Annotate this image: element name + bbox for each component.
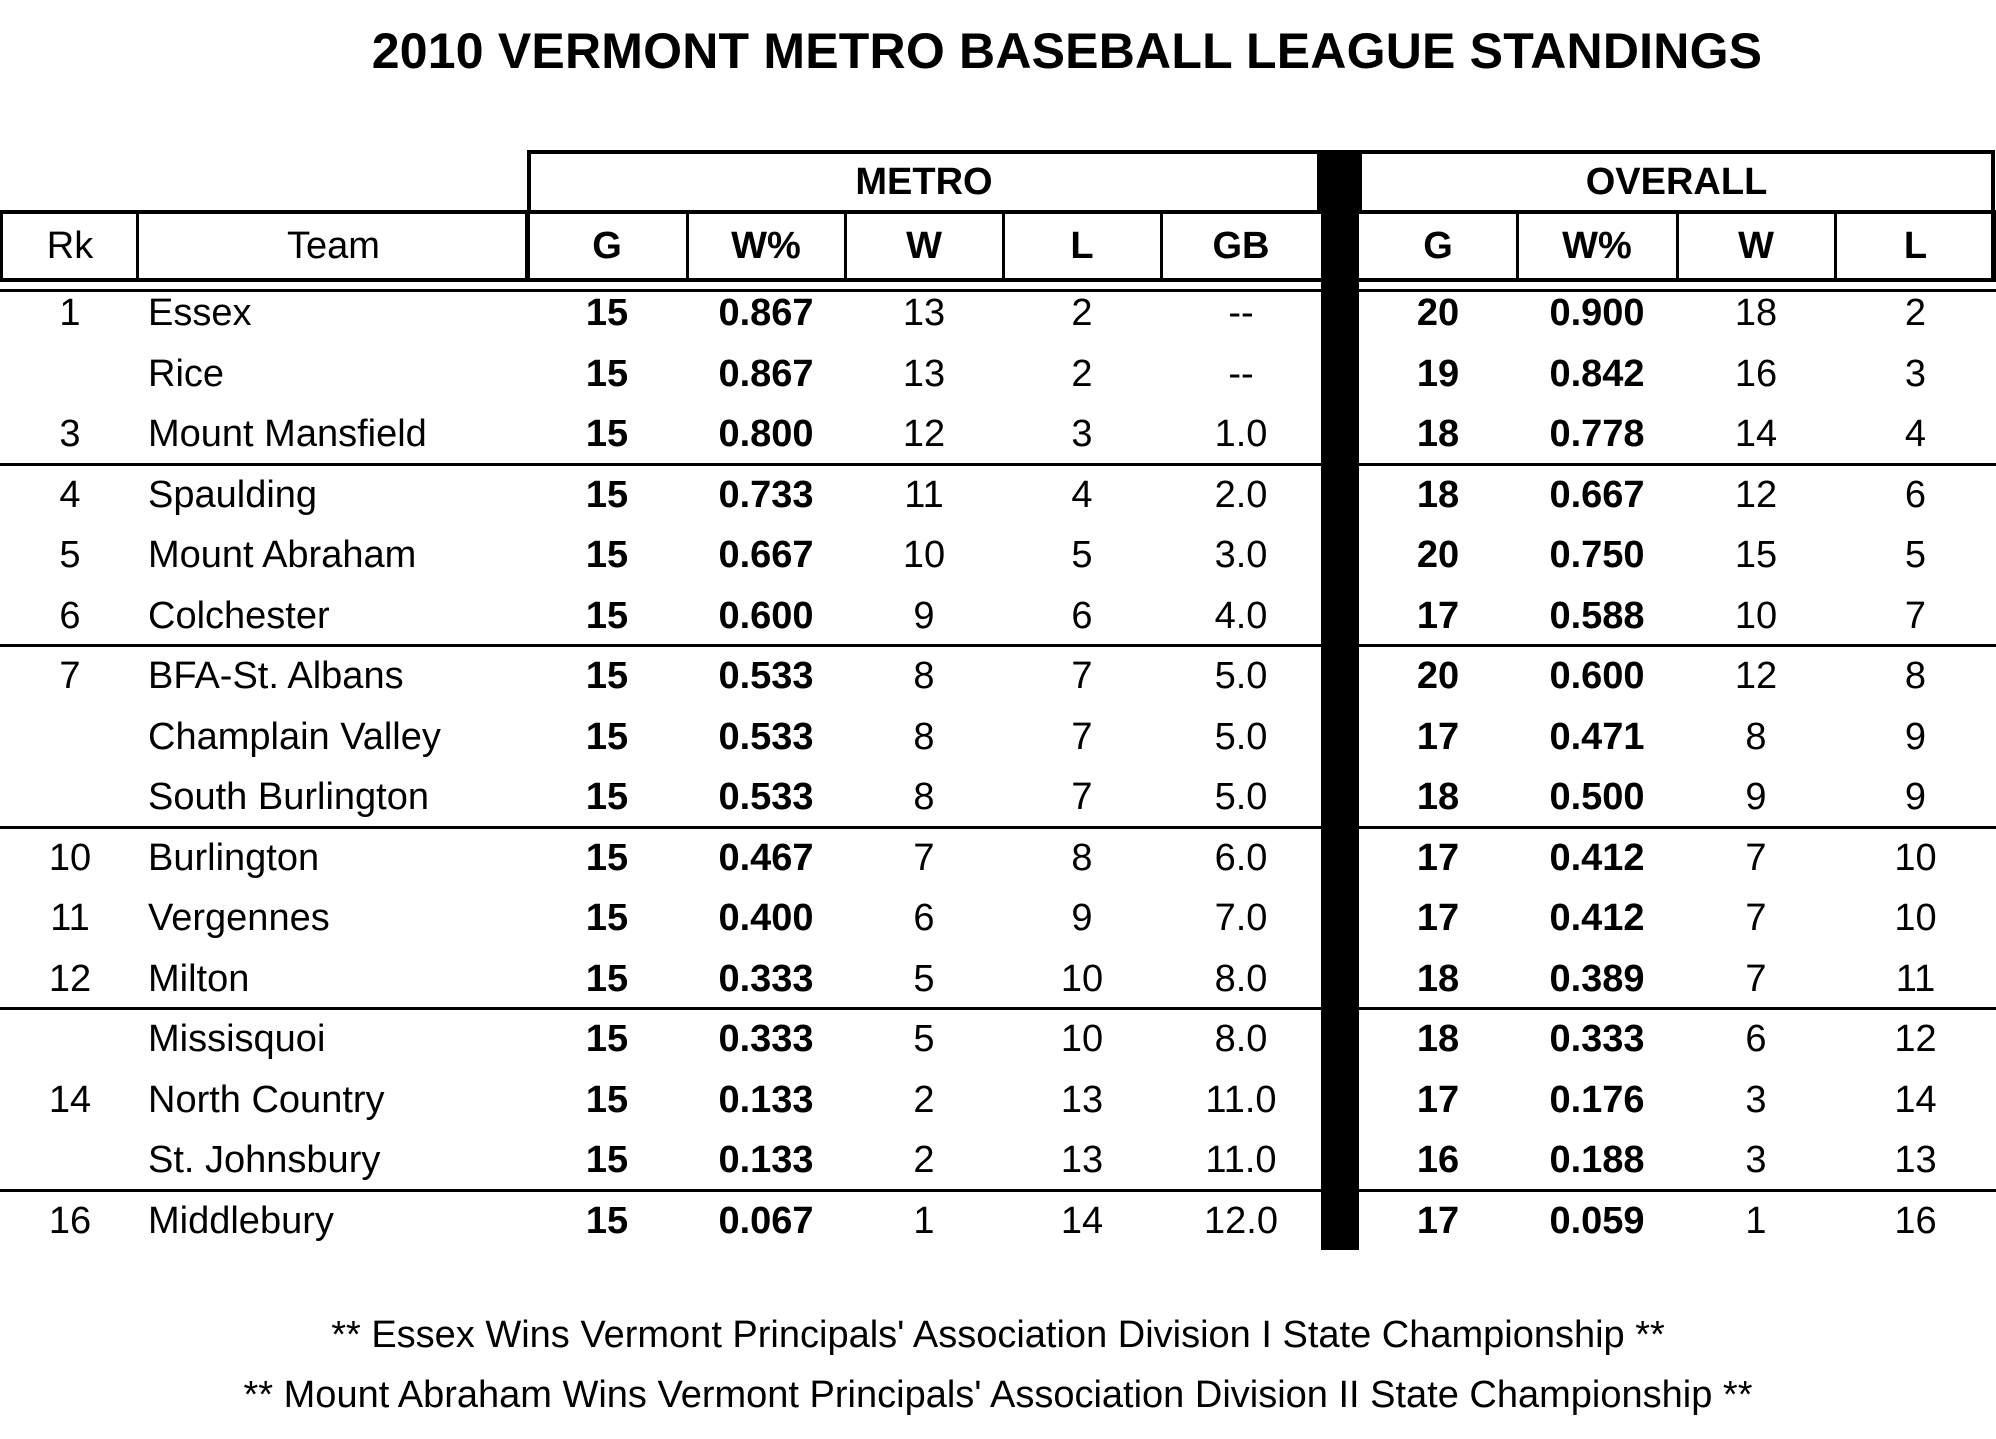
overall-wins-cell: 12 bbox=[1734, 655, 1778, 697]
rank-cell: 16 bbox=[48, 1199, 92, 1242]
metro-losses-cell: 10 bbox=[1060, 1018, 1104, 1060]
team-cell: Rice bbox=[148, 352, 225, 395]
metro-games-cell: 15 bbox=[585, 715, 629, 758]
overall-win-pct-cell: 0.389 bbox=[1549, 957, 1645, 1000]
metro-win-pct-cell: 0.133 bbox=[718, 1139, 814, 1181]
column-header-overall-l: L bbox=[1903, 224, 1928, 267]
team-cell: Mount Abraham bbox=[148, 534, 417, 576]
overall-win-pct-cell: 0.900 bbox=[1549, 292, 1645, 334]
metro-win-pct-cell: 0.533 bbox=[718, 655, 814, 697]
games-behind-cell: 8.0 bbox=[1214, 1018, 1268, 1060]
column-header-metro-wpct: W% bbox=[731, 224, 801, 267]
column-header-metro-g: G bbox=[592, 224, 622, 267]
overall-win-pct-cell: 0.059 bbox=[1549, 1199, 1645, 1242]
metro-losses-cell: 13 bbox=[1060, 1078, 1104, 1121]
overall-win-pct-cell: 0.500 bbox=[1549, 776, 1645, 818]
games-behind-cell: 2.0 bbox=[1214, 473, 1268, 516]
metro-losses-cell: 3 bbox=[1071, 413, 1093, 455]
metro-win-pct-cell: 0.400 bbox=[718, 897, 814, 939]
overall-games-cell: 18 bbox=[1416, 957, 1460, 1000]
overall-losses-cell: 2 bbox=[1904, 292, 1927, 334]
rank-cell: 10 bbox=[48, 836, 92, 879]
column-header-metro-l: L bbox=[1070, 224, 1094, 267]
rank-cell bbox=[0, 344, 140, 404]
header-divider bbox=[525, 210, 530, 282]
metro-games-cell: 15 bbox=[585, 1199, 629, 1242]
team-cell: Missisquoi bbox=[148, 1018, 326, 1060]
team-cell: Spaulding bbox=[148, 473, 318, 516]
table-row bbox=[0, 465, 1996, 525]
games-behind-cell: 5.0 bbox=[1214, 655, 1268, 697]
overall-games-cell: 20 bbox=[1416, 655, 1460, 697]
overall-win-pct-cell: 0.588 bbox=[1549, 594, 1645, 637]
overall-losses-cell: 11 bbox=[1895, 957, 1936, 1000]
rank-cell: 3 bbox=[59, 413, 81, 455]
overall-win-pct-cell: 0.412 bbox=[1549, 897, 1645, 939]
overall-games-cell: 18 bbox=[1416, 473, 1460, 516]
metro-wins-cell: 2 bbox=[913, 1078, 935, 1121]
team-cell: Essex bbox=[148, 292, 252, 334]
table-row bbox=[0, 404, 1996, 464]
metro-win-pct-cell: 0.733 bbox=[718, 473, 814, 516]
metro-games-cell: 15 bbox=[585, 413, 629, 455]
overall-games-cell: 20 bbox=[1416, 292, 1460, 334]
table-row bbox=[0, 344, 1996, 404]
table-row bbox=[0, 949, 1996, 1009]
column-header-overall-wpct: W% bbox=[1562, 224, 1632, 267]
header-divider bbox=[1002, 210, 1005, 282]
metro-games-cell: 15 bbox=[585, 1078, 629, 1121]
overall-games-cell: 17 bbox=[1416, 1078, 1460, 1121]
overall-losses-cell: 9 bbox=[1904, 776, 1927, 818]
metro-wins-cell: 1 bbox=[913, 1199, 935, 1242]
team-cell: Burlington bbox=[148, 836, 320, 879]
metro-losses-cell: 7 bbox=[1071, 655, 1093, 697]
metro-win-pct-cell: 0.333 bbox=[718, 1018, 814, 1060]
games-behind-cell: 1.0 bbox=[1214, 413, 1268, 455]
metro-losses-cell: 8 bbox=[1071, 836, 1093, 879]
column-header-overall-w: W bbox=[1738, 224, 1774, 267]
overall-wins-cell: 3 bbox=[1745, 1078, 1767, 1121]
header-divider bbox=[136, 210, 139, 282]
team-cell: Champlain Valley bbox=[148, 715, 441, 758]
overall-games-cell: 18 bbox=[1416, 1018, 1460, 1060]
metro-win-pct-cell: 0.667 bbox=[718, 534, 814, 576]
column-header-metro-w: W bbox=[906, 224, 942, 267]
rank-cell: 4 bbox=[59, 473, 81, 516]
table-row bbox=[0, 283, 1996, 343]
overall-wins-cell: 15 bbox=[1734, 534, 1778, 576]
overall-games-cell: 16 bbox=[1416, 1139, 1460, 1181]
metro-games-cell: 15 bbox=[585, 1139, 629, 1181]
metro-win-pct-cell: 0.867 bbox=[718, 292, 814, 334]
rank-cell: 6 bbox=[59, 594, 81, 637]
team-cell: Colchester bbox=[148, 594, 330, 637]
metro-group-header: METRO bbox=[527, 150, 1321, 210]
overall-wins-cell: 9 bbox=[1745, 776, 1767, 818]
metro-losses-cell: 6 bbox=[1071, 594, 1093, 637]
header-divider bbox=[1834, 210, 1837, 282]
overall-losses-cell: 8 bbox=[1904, 655, 1927, 697]
overall-losses-cell: 5 bbox=[1904, 534, 1927, 576]
overall-losses-cell: 12 bbox=[1894, 1018, 1937, 1060]
games-behind-cell: 4.0 bbox=[1214, 594, 1268, 637]
metro-wins-cell: 8 bbox=[913, 655, 935, 697]
team-cell: South Burlington bbox=[148, 776, 429, 818]
header-divider bbox=[844, 210, 847, 282]
overall-wins-cell: 7 bbox=[1745, 957, 1767, 1000]
table-row bbox=[0, 828, 1996, 888]
metro-wins-cell: 5 bbox=[913, 957, 935, 1000]
column-header-metro-gb: GB bbox=[1212, 224, 1270, 267]
table-row bbox=[0, 767, 1996, 827]
overall-games-cell: 18 bbox=[1416, 413, 1460, 455]
table-row bbox=[0, 1130, 1996, 1190]
metro-wins-cell: 9 bbox=[913, 594, 935, 637]
overall-wins-cell: 7 bbox=[1745, 836, 1767, 879]
team-cell: Milton bbox=[148, 957, 250, 1000]
rank-cell: 14 bbox=[48, 1078, 92, 1121]
metro-losses-cell: 4 bbox=[1071, 473, 1093, 516]
overall-games-cell: 17 bbox=[1416, 836, 1460, 879]
overall-wins-cell: 14 bbox=[1734, 413, 1778, 455]
metro-losses-cell: 7 bbox=[1071, 776, 1093, 818]
overall-win-pct-cell: 0.412 bbox=[1549, 836, 1645, 879]
metro-wins-cell: 6 bbox=[913, 897, 935, 939]
header-divider bbox=[1991, 210, 1996, 282]
rank-cell: 11 bbox=[50, 897, 90, 939]
overall-win-pct-cell: 0.471 bbox=[1549, 715, 1645, 758]
overall-losses-cell: 14 bbox=[1894, 1078, 1937, 1121]
overall-losses-cell: 13 bbox=[1894, 1139, 1937, 1181]
rank-cell: 12 bbox=[48, 957, 92, 1000]
metro-games-cell: 15 bbox=[585, 836, 629, 879]
metro-games-cell: 15 bbox=[585, 1018, 629, 1060]
table-row bbox=[0, 586, 1996, 646]
overall-win-pct-cell: 0.600 bbox=[1549, 655, 1645, 697]
overall-wins-cell: 8 bbox=[1745, 715, 1767, 758]
metro-wins-cell: 8 bbox=[913, 776, 935, 818]
metro-games-cell: 15 bbox=[585, 655, 629, 697]
metro-win-pct-cell: 0.333 bbox=[718, 957, 814, 1000]
metro-wins-cell: 5 bbox=[913, 1018, 935, 1060]
table-row bbox=[0, 1070, 1996, 1130]
overall-losses-cell: 6 bbox=[1904, 473, 1927, 516]
metro-win-pct-cell: 0.067 bbox=[718, 1199, 814, 1242]
metro-win-pct-cell: 0.533 bbox=[718, 776, 814, 818]
header-divider bbox=[1516, 210, 1519, 282]
metro-win-pct-cell: 0.800 bbox=[718, 413, 814, 455]
overall-losses-cell: 4 bbox=[1904, 413, 1927, 455]
table-row bbox=[0, 888, 1996, 948]
metro-losses-cell: 2 bbox=[1071, 352, 1093, 395]
games-behind-cell: 12.0 bbox=[1204, 1199, 1278, 1242]
overall-wins-cell: 10 bbox=[1734, 594, 1778, 637]
overall-win-pct-cell: 0.842 bbox=[1549, 352, 1645, 395]
rank-cell: 1 bbox=[59, 292, 81, 334]
metro-wins-cell: 13 bbox=[902, 292, 946, 334]
metro-losses-cell: 13 bbox=[1060, 1139, 1104, 1181]
table-row bbox=[0, 646, 1996, 706]
overall-wins-cell: 1 bbox=[1745, 1199, 1767, 1242]
metro-games-cell: 15 bbox=[585, 776, 629, 818]
metro-win-pct-cell: 0.867 bbox=[718, 352, 814, 395]
metro-losses-cell: 7 bbox=[1071, 715, 1093, 758]
metro-losses-cell: 14 bbox=[1060, 1199, 1104, 1242]
overall-wins-cell: 12 bbox=[1734, 473, 1778, 516]
team-cell: Mount Mansfield bbox=[148, 413, 427, 455]
games-behind-cell: 7.0 bbox=[1214, 897, 1268, 939]
games-behind-cell: 11.0 bbox=[1205, 1078, 1277, 1121]
rank-cell bbox=[0, 1009, 140, 1069]
overall-win-pct-cell: 0.778 bbox=[1549, 413, 1645, 455]
overall-losses-cell: 16 bbox=[1894, 1199, 1937, 1242]
header-divider bbox=[1160, 210, 1163, 282]
overall-group-header: OVERALL bbox=[1358, 150, 1995, 210]
column-header-rk: Rk bbox=[46, 224, 94, 267]
rank-cell bbox=[0, 707, 140, 767]
overall-win-pct-cell: 0.176 bbox=[1549, 1078, 1645, 1121]
footnote-division-2: ** Mount Abraham Wins Vermont Principals' Association Division II State Championship ** bbox=[243, 1374, 1753, 1416]
column-header-team: Team bbox=[287, 224, 380, 267]
overall-losses-cell: 10 bbox=[1894, 897, 1937, 939]
metro-wins-cell: 7 bbox=[913, 836, 935, 879]
games-behind-cell: 3.0 bbox=[1214, 534, 1268, 576]
column-header-overall-g: G bbox=[1423, 224, 1453, 267]
metro-games-cell: 15 bbox=[585, 352, 629, 395]
overall-games-cell: 17 bbox=[1416, 594, 1460, 637]
overall-wins-cell: 6 bbox=[1745, 1018, 1767, 1060]
page-title: 2010 VERMONT METRO BASEBALL LEAGUE STANDINGS bbox=[371, 23, 1763, 79]
team-cell: St. Johnsbury bbox=[148, 1139, 381, 1181]
table-row bbox=[0, 525, 1996, 585]
footnote-division-1: ** Essex Wins Vermont Principals' Association Division I State Championship ** bbox=[331, 1314, 1665, 1356]
team-cell: Middlebury bbox=[148, 1199, 334, 1242]
rank-cell: 7 bbox=[59, 655, 81, 697]
overall-games-cell: 20 bbox=[1416, 534, 1460, 576]
metro-games-cell: 15 bbox=[585, 594, 629, 637]
overall-losses-cell: 7 bbox=[1904, 594, 1927, 637]
games-behind-cell: 5.0 bbox=[1214, 776, 1268, 818]
metro-win-pct-cell: 0.467 bbox=[718, 836, 814, 879]
overall-losses-cell: 10 bbox=[1894, 836, 1937, 879]
overall-games-cell: 19 bbox=[1416, 352, 1460, 395]
metro-win-pct-cell: 0.600 bbox=[718, 594, 814, 637]
team-cell: Vergennes bbox=[148, 897, 330, 939]
games-behind-cell: 8.0 bbox=[1214, 957, 1268, 1000]
rank-cell bbox=[0, 767, 140, 827]
games-behind-cell: -- bbox=[1228, 292, 1254, 334]
overall-games-cell: 17 bbox=[1416, 1199, 1460, 1242]
metro-wins-cell: 11 bbox=[904, 473, 944, 516]
rank-cell: 5 bbox=[59, 534, 81, 576]
metro-win-pct-cell: 0.133 bbox=[718, 1078, 814, 1121]
metro-games-cell: 15 bbox=[585, 473, 629, 516]
metro-win-pct-cell: 0.533 bbox=[718, 715, 814, 758]
header-divider bbox=[1676, 210, 1679, 282]
metro-wins-cell: 2 bbox=[913, 1139, 935, 1181]
overall-games-cell: 17 bbox=[1416, 897, 1460, 939]
header-divider bbox=[686, 210, 689, 282]
metro-losses-cell: 5 bbox=[1071, 534, 1093, 576]
metro-wins-cell: 12 bbox=[902, 413, 946, 455]
overall-wins-cell: 3 bbox=[1745, 1139, 1767, 1181]
metro-overall-divider bbox=[1321, 150, 1359, 1250]
team-cell: BFA-St. Albans bbox=[148, 655, 404, 697]
metro-games-cell: 15 bbox=[585, 897, 629, 939]
team-cell: North Country bbox=[148, 1078, 385, 1121]
overall-losses-cell: 3 bbox=[1904, 352, 1927, 395]
overall-games-cell: 18 bbox=[1416, 776, 1460, 818]
games-behind-cell: -- bbox=[1228, 352, 1254, 395]
metro-games-cell: 15 bbox=[585, 292, 629, 334]
header-divider bbox=[0, 210, 3, 282]
overall-games-cell: 17 bbox=[1416, 715, 1460, 758]
games-behind-cell: 11.0 bbox=[1205, 1139, 1277, 1181]
metro-losses-cell: 9 bbox=[1071, 897, 1093, 939]
table-row bbox=[0, 1191, 1996, 1251]
metro-games-cell: 15 bbox=[585, 957, 629, 1000]
metro-wins-cell: 10 bbox=[902, 534, 946, 576]
table-row bbox=[0, 707, 1996, 767]
overall-wins-cell: 7 bbox=[1745, 897, 1767, 939]
table-row bbox=[0, 1009, 1996, 1069]
overall-wins-cell: 16 bbox=[1734, 352, 1778, 395]
overall-wins-cell: 18 bbox=[1734, 292, 1778, 334]
metro-wins-cell: 8 bbox=[913, 715, 935, 758]
overall-losses-cell: 9 bbox=[1904, 715, 1927, 758]
games-behind-cell: 5.0 bbox=[1214, 715, 1268, 758]
rank-cell bbox=[0, 1130, 140, 1190]
metro-losses-cell: 10 bbox=[1060, 957, 1104, 1000]
column-header-row bbox=[0, 210, 1996, 282]
metro-losses-cell: 2 bbox=[1071, 292, 1093, 334]
overall-win-pct-cell: 0.667 bbox=[1549, 473, 1645, 516]
overall-win-pct-cell: 0.333 bbox=[1549, 1018, 1645, 1060]
overall-win-pct-cell: 0.188 bbox=[1549, 1139, 1645, 1181]
overall-win-pct-cell: 0.750 bbox=[1549, 534, 1645, 576]
metro-games-cell: 15 bbox=[585, 534, 629, 576]
metro-wins-cell: 13 bbox=[902, 352, 946, 395]
games-behind-cell: 6.0 bbox=[1214, 836, 1268, 879]
